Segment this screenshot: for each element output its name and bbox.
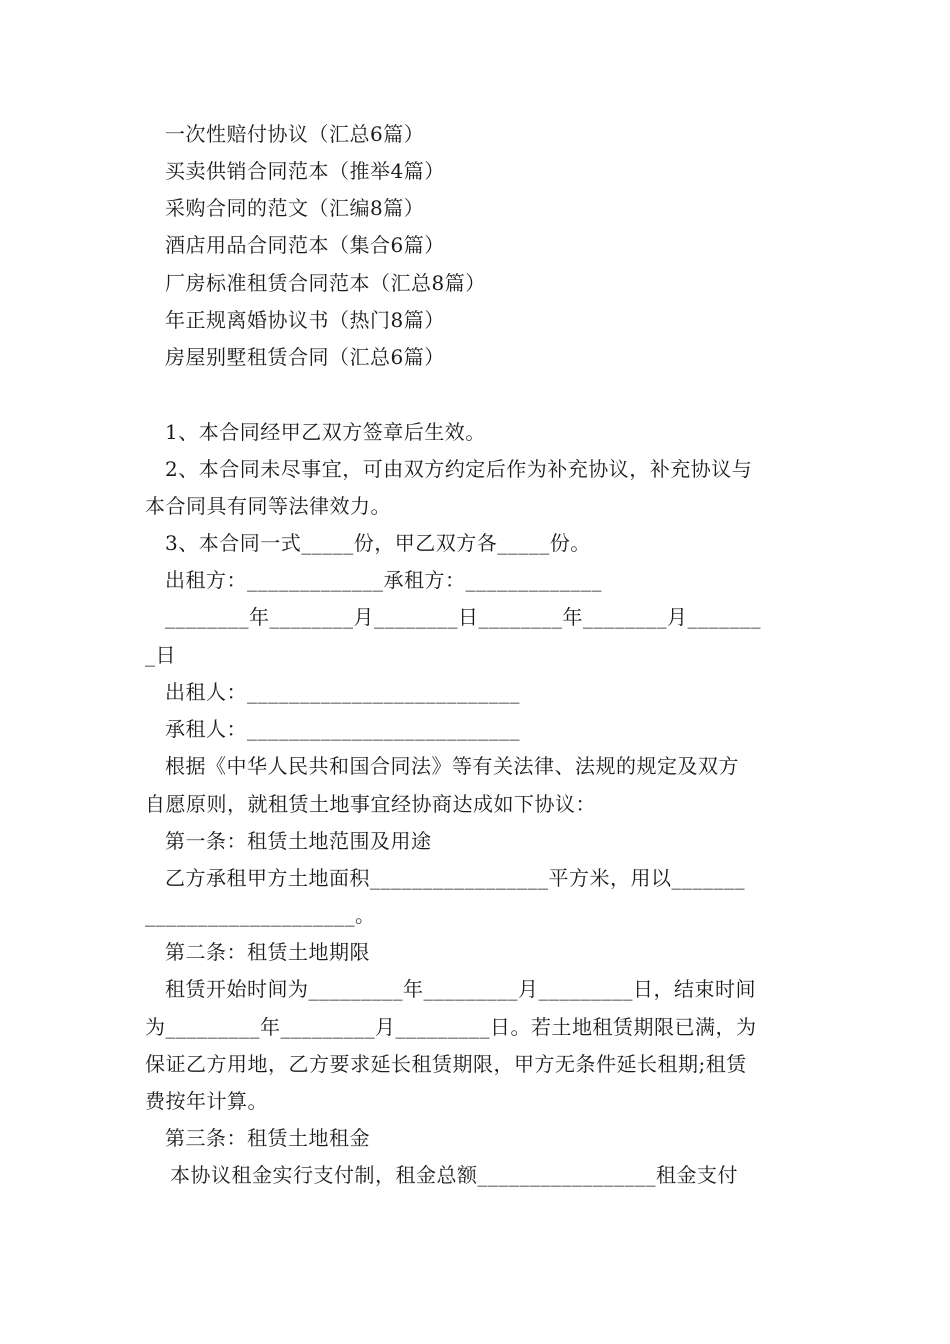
date-line: _日 [145, 643, 176, 667]
toc-item[interactable]: 厂房标准租赁合同范本（汇总8篇） [165, 271, 486, 295]
paragraph-text: 自愿原则，就租赁土地事宜经协商达成如下协议： [145, 792, 596, 816]
toc-item[interactable]: 采购合同的范文（汇编8篇） [165, 196, 425, 220]
clause-text: 3、本合同一式_____份，甲乙双方各_____份。 [165, 531, 591, 555]
toc-item[interactable]: 酒店用品合同范本（集合6篇） [165, 233, 445, 257]
toc-item[interactable]: 房屋别墅租赁合同（汇总6篇） [165, 345, 445, 369]
toc-item[interactable]: 年正规离婚协议书（热门8篇） [165, 308, 445, 332]
toc-item[interactable]: 一次性赔付协议（汇总6篇） [165, 122, 425, 146]
paragraph-text: 保证乙方用地，乙方要求延长租赁期限，甲方无条件延长租期;租赁 [145, 1052, 747, 1076]
paragraph-text: ____________________。 [145, 903, 376, 927]
article-heading: 第二条：租赁土地期限 [165, 940, 370, 964]
paragraph-text: 费按年计算。 [145, 1089, 268, 1113]
article-heading: 第三条：租赁土地租金 [165, 1126, 370, 1150]
clause-text: 2、本合同未尽事宜，可由双方约定后作为补充协议，补充协议与 [165, 457, 753, 481]
paragraph-text: 本协议租金实行支付制，租金总额_________________租金支付 [170, 1163, 738, 1187]
date-line: ________年________月________日________年________月_______ [165, 605, 761, 629]
paragraph-text: 租赁开始时间为_________年_________月_________日，结束时间 [165, 977, 756, 1001]
clause-text: 本合同具有同等法律效力。 [145, 494, 391, 518]
signature-line: 承租人：__________________________ [165, 717, 520, 741]
article-heading: 第一条：租赁土地范围及用途 [165, 829, 432, 853]
paragraph-text: 根据《中华人民共和国合同法》等有关法律、法规的规定及双方 [165, 754, 739, 778]
signature-line: 出租方：_____________承租方：_____________ [165, 568, 602, 592]
clause-text: 1、本合同经甲乙双方签章后生效。 [165, 420, 486, 444]
toc-item[interactable]: 买卖供销合同范本（推举4篇） [165, 159, 445, 183]
paragraph-text: 乙方承租甲方土地面积_________________平方米，用以_______ [165, 866, 745, 890]
paragraph-text: 为_________年_________月_________日。若土地租赁期限已满，为 [145, 1015, 757, 1039]
signature-line: 出租人：__________________________ [165, 680, 520, 704]
